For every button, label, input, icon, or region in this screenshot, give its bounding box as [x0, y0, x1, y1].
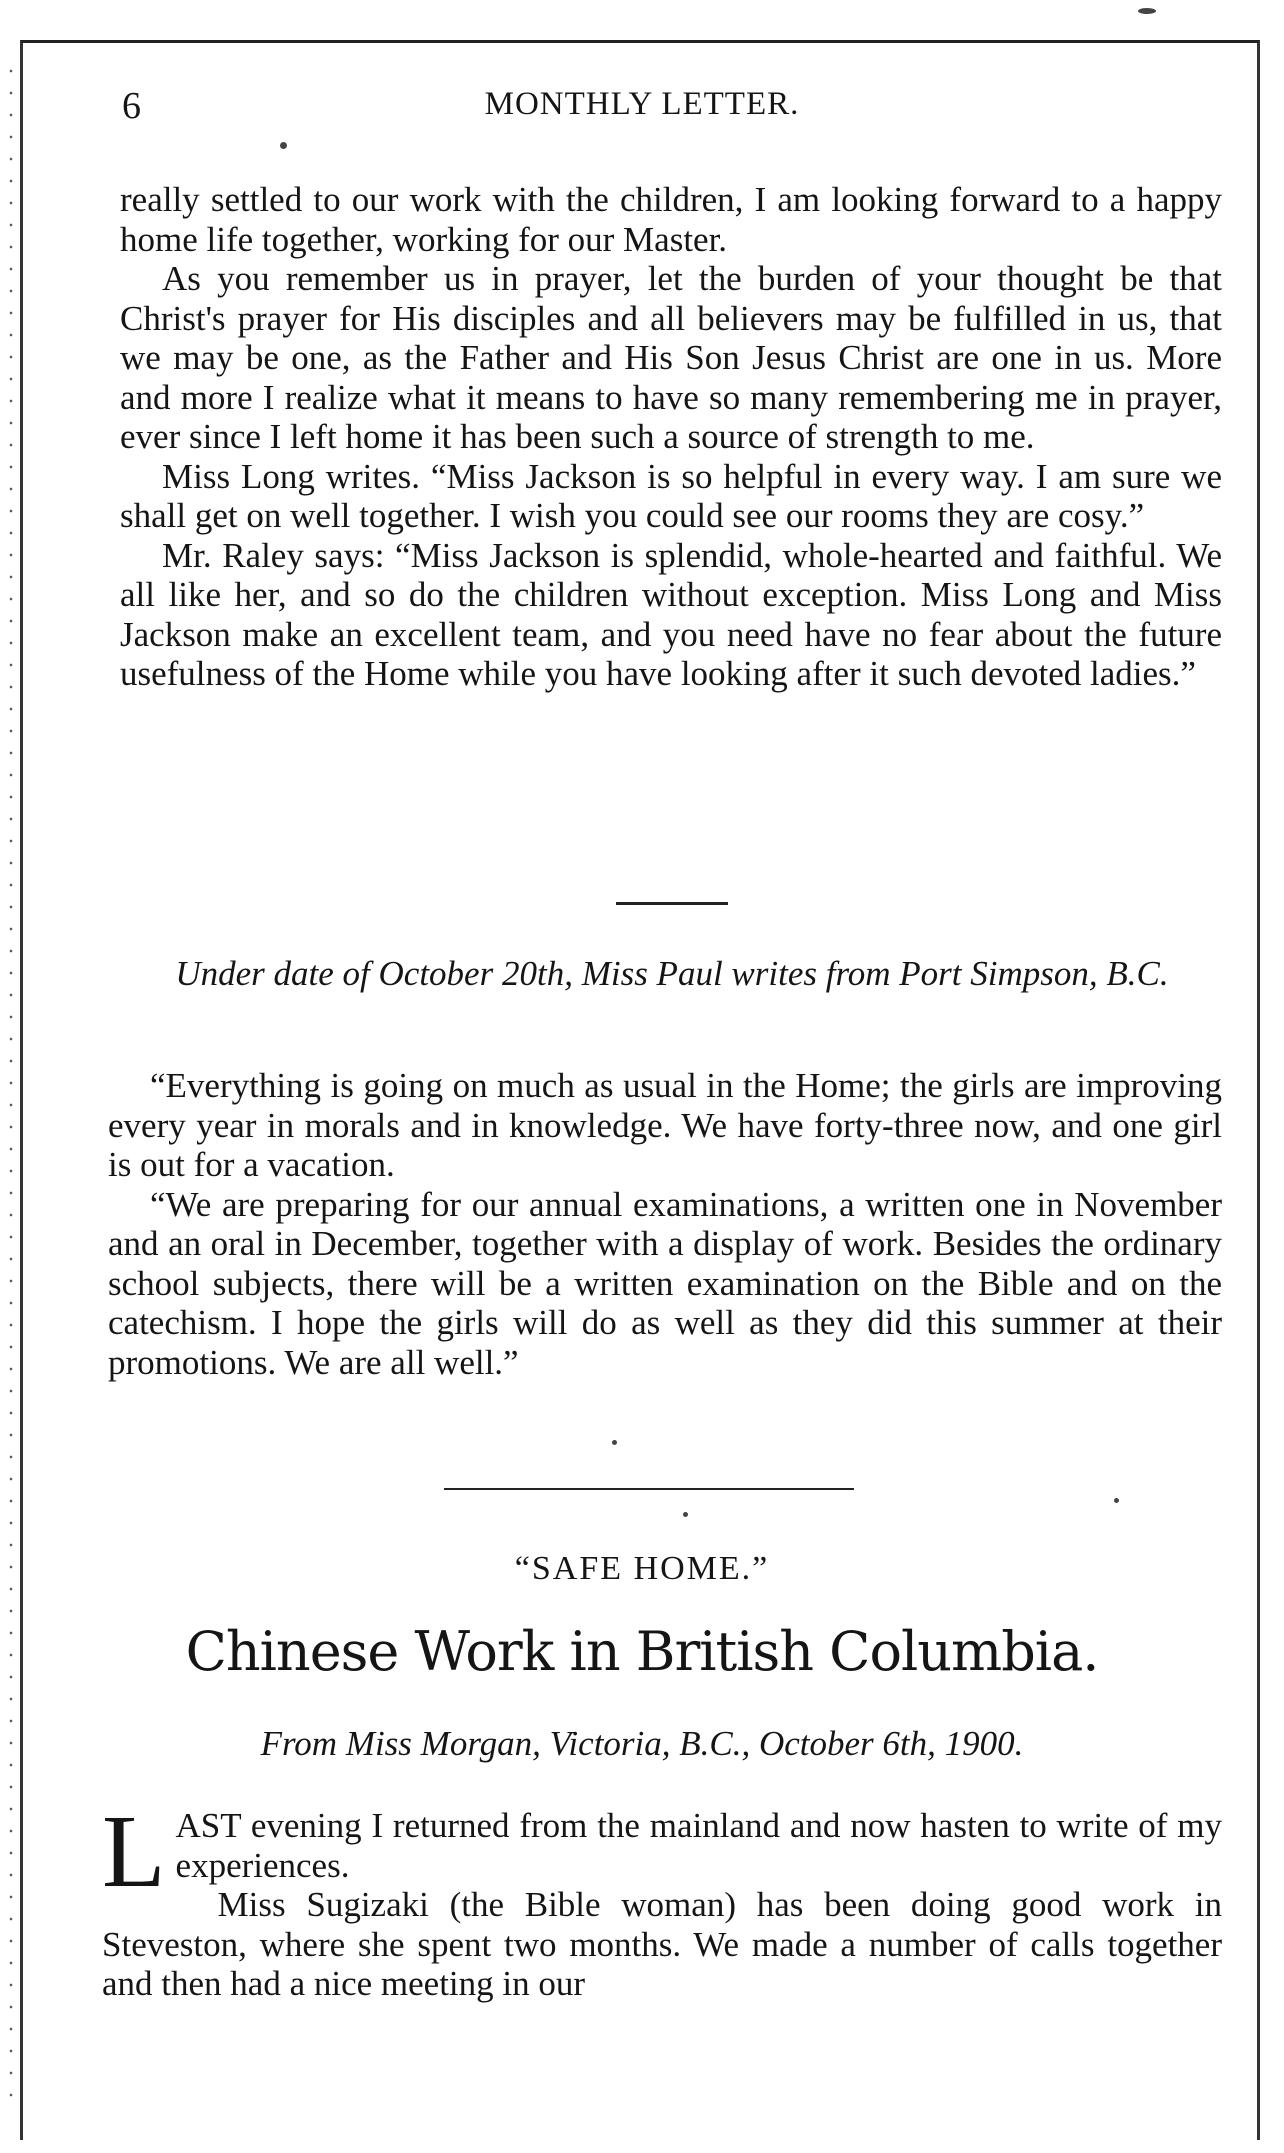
port-simpson-letter: [108, 1066, 1222, 1382]
section-divider: [444, 1488, 854, 1490]
running-title: MONTHLY LETTER.: [484, 86, 800, 122]
article-byline: From Miss Morgan, Victoria, B.C., October 6th, 1900.: [260, 1724, 1024, 1763]
letter-continuation: [120, 180, 1222, 694]
paragraph: Miss Long writes. “Miss Jackson is so helpful in every way. I am sure we shall get on well together. I wish you could see our rooms they are cosy.”: [120, 456, 1222, 535]
paragraph: [102, 1794, 1222, 1909]
page-header: [0, 84, 1284, 134]
page-number: 6: [122, 85, 141, 127]
ink-speck: [280, 142, 287, 149]
page-edge-speckle: [6, 60, 16, 2110]
drop-cap: L: [102, 1794, 166, 1909]
section-caption: Under date of October 20th, Miss Paul writes from Port Simpson, B.C.: [175, 954, 1169, 993]
paragraph: As you remember us in prayer, let the burden of your thought be that Christ's prayer for His disciples and all believers may be fulfilled in us, that we may be one, as the Father and His Son Jesus Christ are one in us. More and more I realize what it means to have so many remembering me in prayer, ever since I left home it has been such a source of strength to me.: [120, 259, 1222, 456]
paragraph-text: AST evening I returned from the mainland and now hasten to write of my experiences.: [175, 1806, 1222, 1885]
ink-speck: [1114, 1498, 1119, 1503]
paragraph: “Everything is going on much as usual in the Home; the girls are improving every year in morals and in knowledge. We have forty-three now, and one girl is out for a vacation.: [108, 1066, 1222, 1184]
paragraph: really settled to our work with the children, I am looking forward to a happy home life together, working for our Master.: [120, 180, 1222, 259]
ink-speck: [683, 1512, 688, 1517]
paragraph: “We are preparing for our annual examinations, a written one in November and an oral in December, together with a display of work. Besides the ordinary school subjects, there will be a written examination on the Bible and on the catechism. I hope the girls will do as well as they did this summer at their promotions. We are all well.”: [108, 1184, 1222, 1382]
article-body: [102, 1794, 1222, 2004]
article-title: Chinese Work in British Columbia.: [185, 1620, 1099, 1683]
paragraph: Mr. Raley says: “Miss Jackson is splendid, whole-hearted and faithful. We all like her, and so do the children without exception. Miss Long and Miss Jackson make an excellent team, and you need have no fear about the future usefulness of the Home while you have looking after it such devoted ladies.”: [120, 535, 1222, 693]
ink-speck: [1138, 8, 1156, 14]
paragraph: Miss Sugizaki (the Bible woman) has been doing good work in Steveston, where she spent two months. We made a number of calls together and then had a nice meeting in our: [102, 1885, 1222, 2003]
section-divider: [616, 902, 728, 905]
section-heading: “SAFE HOME.”: [514, 1550, 770, 1587]
ink-speck: [612, 1440, 617, 1445]
